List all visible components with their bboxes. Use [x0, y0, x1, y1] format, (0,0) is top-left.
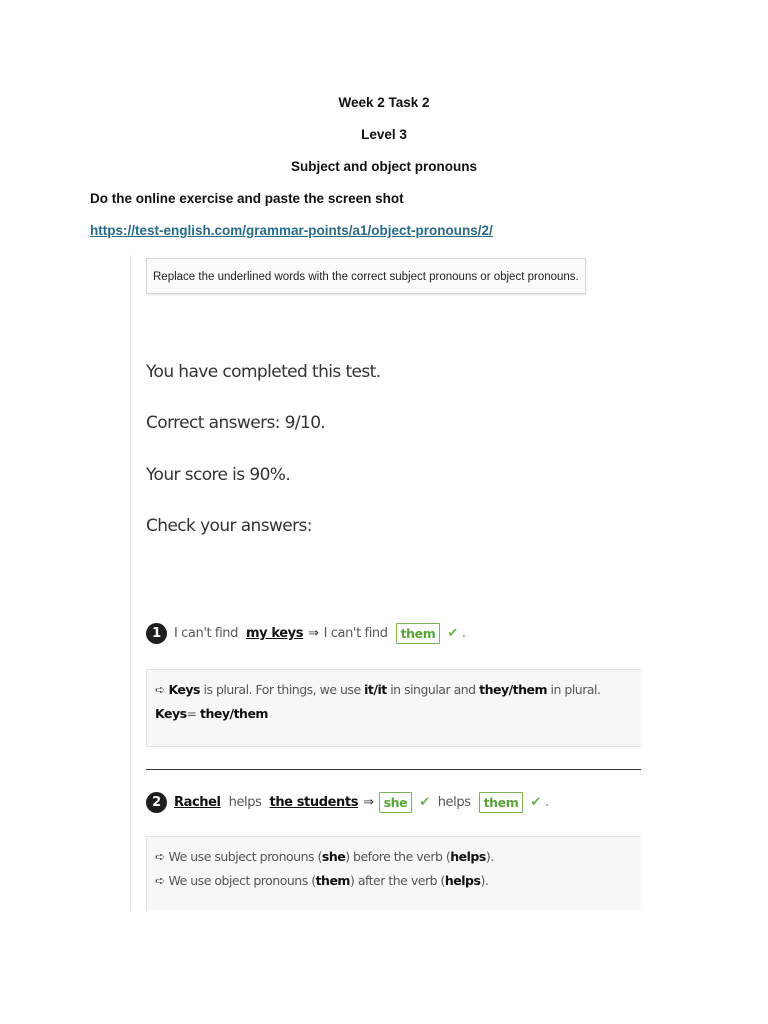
bullet-icon: ➪: [155, 849, 165, 864]
explain-keyword: they/them: [200, 706, 268, 721]
explain-keyword: helps: [450, 849, 486, 864]
exercise-link-line: [90, 223, 493, 238]
explain-text: is plural. For things, we use: [203, 682, 361, 697]
explain-keyword: Keys: [168, 682, 201, 697]
question-text: I can't find: [323, 626, 388, 641]
explain-keyword: she: [321, 849, 346, 864]
explain-line: [155, 869, 633, 893]
answer-field[interactable]: them: [396, 623, 441, 644]
arrow-icon: ⇒: [308, 626, 319, 641]
correct-answers-text: Correct answers: 9/10.: [146, 413, 326, 433]
check-answers-heading: Check your answers:: [146, 516, 312, 536]
explain-keyword: helps: [444, 873, 481, 888]
explain-keyword: they/them: [479, 682, 548, 697]
explain-text: We use object pronouns (: [168, 873, 316, 888]
check-icon: ✔: [447, 626, 458, 641]
level-heading: Level 3: [361, 127, 407, 142]
document-title: Week 2 Task 2: [338, 95, 430, 110]
completion-message: You have completed this test.: [146, 362, 381, 382]
underlined-word: my keys: [246, 626, 304, 641]
answer-field[interactable]: them: [479, 792, 524, 813]
explain-text: ) before the verb (: [345, 849, 451, 864]
score-text: Your score is 90%.: [146, 465, 291, 485]
divider: [146, 769, 641, 770]
question-number-badge: 1: [146, 623, 167, 644]
check-icon: ✔: [530, 795, 541, 810]
bullet-icon: ➪: [155, 682, 165, 697]
explain-text: ) after the verb (: [349, 873, 445, 888]
task-instruction: Do the online exercise and paste the screen shot: [90, 191, 404, 206]
underlined-word: Rachel: [174, 795, 221, 810]
question-number-badge: 2: [146, 792, 167, 813]
explain-text: ).: [480, 873, 489, 888]
explanation-box-1: [146, 669, 641, 747]
explain-line: [155, 845, 633, 869]
question-text: helps: [437, 795, 471, 810]
explain-text: in singular and: [390, 682, 476, 697]
underlined-word: the students: [269, 795, 359, 810]
exercise-screenshot: [130, 255, 641, 910]
explain-text: We use subject pronouns (: [168, 849, 322, 864]
sentence-period: .: [544, 795, 549, 810]
exercise-link[interactable]: https://test-english.com/grammar-points/a1/object-pronouns/2/: [90, 223, 493, 238]
question-1: [146, 623, 466, 644]
check-icon: ✔: [419, 795, 430, 810]
sentence-period: .: [461, 626, 466, 641]
explain-text: in plural.: [550, 682, 601, 697]
topic-heading: Subject and object pronouns: [290, 159, 477, 174]
explain-keyword: them: [315, 873, 350, 888]
question-text: I can't find: [174, 626, 239, 641]
explain-keyword: it/it: [364, 682, 387, 697]
answer-field[interactable]: she: [379, 792, 413, 813]
arrow-icon: ⇒: [363, 795, 374, 810]
explain-keyword: Keys: [155, 706, 187, 721]
bullet-icon: ➪: [155, 873, 165, 888]
explain-text: ).: [485, 849, 494, 864]
exercise-instruction-box: Replace the underlined words with the correct subject pronouns or object pronouns.: [146, 258, 586, 294]
question-text: helps: [228, 795, 262, 810]
explanation-box-2: [146, 836, 641, 910]
explain-text: =: [186, 706, 197, 721]
question-2: [146, 792, 549, 813]
